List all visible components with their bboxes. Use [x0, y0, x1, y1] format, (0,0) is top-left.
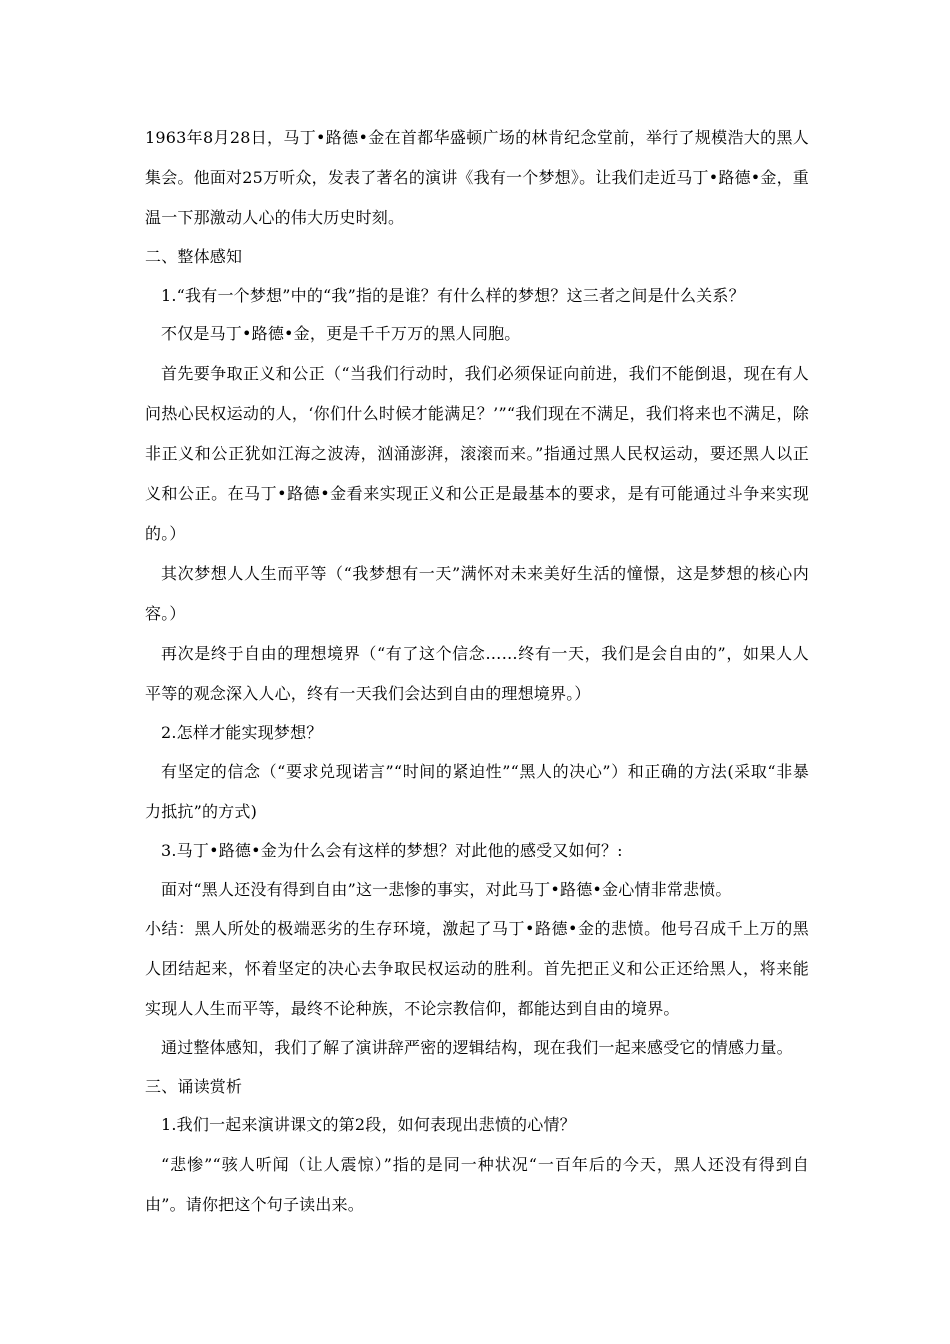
answer-1-who: 不仅是马丁•路德•金，更是千千万万的黑人同胞。: [161, 324, 521, 343]
document-body: [145, 118, 809, 1225]
intro-paragraph: 1963年8月28日，马丁•路德•金在首都华盛顿广场的林肯纪念堂前，举行了规模浩大的黑人集会。他面对25万听众，发表了著名的演讲《我有一个梦想》。让我们走近马丁•路德•金，重温一下那激动人心的伟大历史时刻。: [145, 128, 809, 227]
summary-paragraph: 小结：黑人所处的极端恶劣的生存环境，激起了马丁•路德•金的悲愤。他号召成千上万的黑人团结起来，怀着坚定的决心去争取民权运动的胜利。首先把正义和公正还给黑人，将来能实现人人生而平等，最终不论种族，不论宗教信仰，都能达到自由的境界。: [145, 919, 809, 1018]
answer-1-justice: 首先要争取正义和公正（“当我们行动时，我们必须保证向前进，我们不能倒退，现在有人问热心民权运动的人，‘你们什么时候才能满足？’”“我们现在不满足，我们将来也不满足，除非正义和公正犹如江海之波涛，汹涌澎湃，滚滚而来。”指通过黑人民权运动，要还黑人以正义和公正。在马丁•路德•金看来实现正义和公正是最基本的要求，是有可能通过斗争来实现的。）: [145, 363, 809, 543]
section-heading-reading-appreciation: 三、诵读赏析: [145, 1076, 243, 1096]
question-3: 3.马丁•路德•金为什么会有这样的梦想？对此他的感受又如何？:: [161, 841, 623, 860]
answer-2: 有坚定的信念（“要求兑现诺言”“时间的紧迫性”“黑人的决心”）和正确的方法(采取“非暴力抵抗”的方式): [145, 762, 809, 821]
question-1: 1.“我有一个梦想”中的“我”指的是谁？有什么样的梦想？这三者之间是什么关系？: [161, 285, 745, 305]
transition-paragraph: 通过整体感知，我们了解了演讲辞严密的逻辑结构，现在我们一起来感受它的情感力量。: [161, 1038, 793, 1057]
reading-question-1: 1.我们一起来演讲课文的第2段，如何表现出悲愤的心情？: [161, 1115, 576, 1134]
answer-1-equality: 其次梦想人人生而平等（“我梦想有一天”满怀对未来美好生活的憧憬，这是梦想的核心内容。）: [145, 563, 809, 623]
section-heading-overall-perception: 二、整体感知: [145, 247, 243, 266]
reading-answer-1: “悲惨”“骇人听闻（让人震惊）”指的是同一种状况“一百年后的今天，黑人还没有得到自由”。请你把这个句子读出来。: [145, 1154, 809, 1214]
question-2: 2.怎样才能实现梦想？: [161, 722, 323, 742]
answer-3: 面对“黑人还没有得到自由”这一悲惨的事实，对此马丁•路德•金心情非常悲愤。: [161, 879, 732, 899]
answer-1-freedom: 再次是终于自由的理想境界（“有了这个信念……终有一天，我们是会自由的”，如果人人平等的观念深入人心，终有一天我们会达到自由的理想境界。）: [145, 643, 809, 703]
